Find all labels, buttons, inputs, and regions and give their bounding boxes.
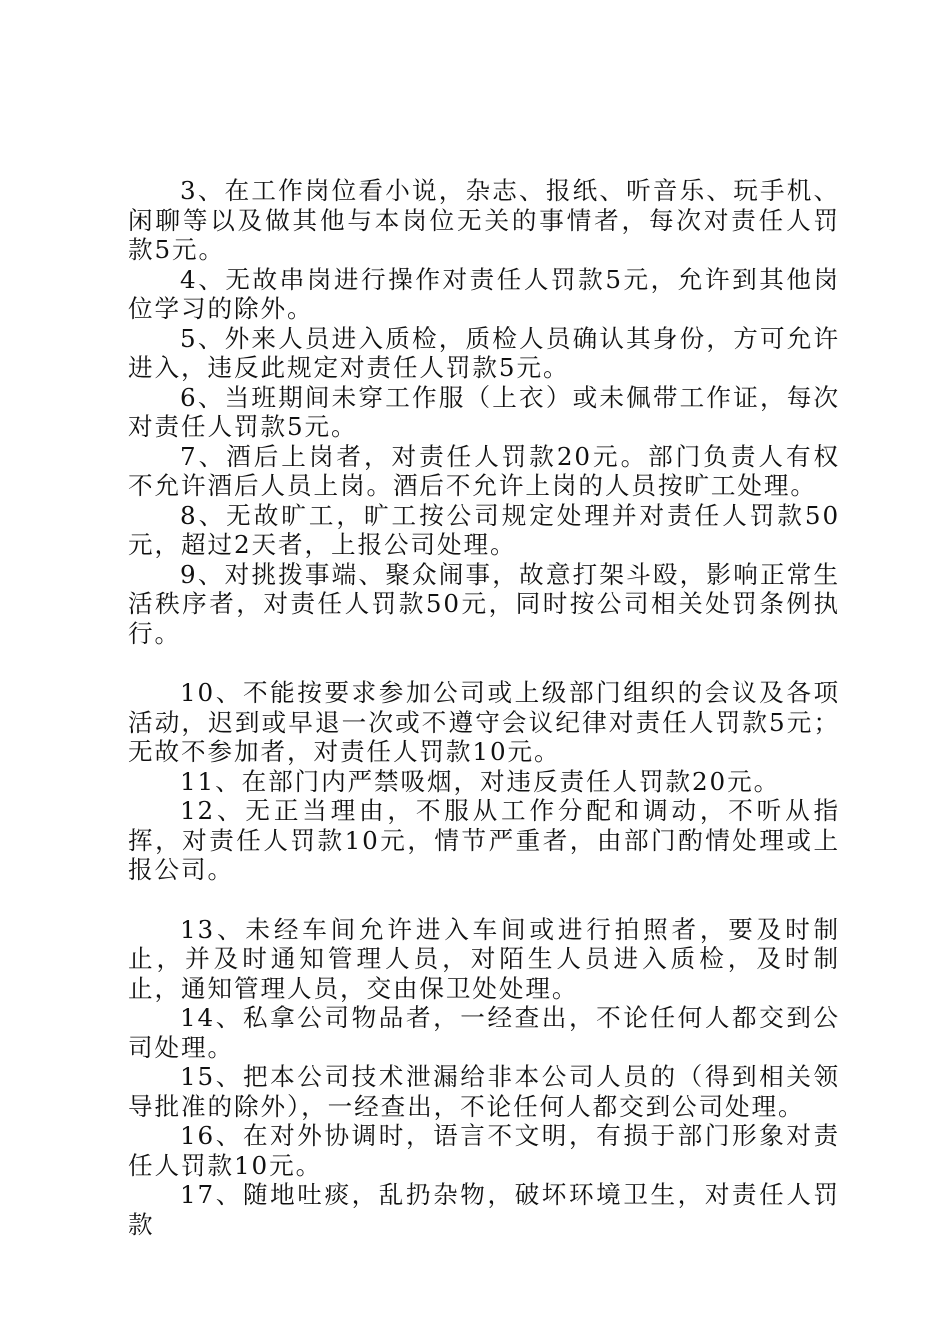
paragraph-rule-7: 7、酒后上岗者，对责任人罚款20元。部门负责人有权不允许酒后人员上岗。酒后不允许上岗的人员按旷工处理。 [128, 441, 840, 500]
paragraph-rule-4: 4、无故串岗进行操作对责任人罚款5元，允许到其他岗位学习的除外。 [128, 264, 840, 323]
paragraph-rule-17: 17、随地吐痰，乱扔杂物，破坏环境卫生，对责任人罚款 [128, 1180, 840, 1239]
paragraph-rule-14: 14、私拿公司物品者，一经查出，不论任何人都交到公司处理。 [128, 1003, 840, 1062]
paragraph-rule-16: 16、在对外协调时，语言不文明，有损于部门形象对责任人罚款10元。 [128, 1121, 840, 1180]
document-body [128, 176, 840, 1239]
paragraph-rule-3: 3、在工作岗位看小说，杂志、报纸、听音乐、玩手机、闲聊等以及做其他与本岗位无关的事情者，每次对责任人罚款5元。 [128, 176, 840, 264]
paragraph-rule-15: 15、把本公司技术泄漏给非本公司人员的（得到相关领导批准的除外），一经查出，不论任何人都交到公司处理。 [128, 1062, 840, 1121]
paragraph-rule-6: 6、当班期间未穿工作服（上衣）或未佩带工作证，每次对责任人罚款5元。 [128, 382, 840, 441]
paragraph-rule-10: 10、不能按要求参加公司或上级部门组织的会议及各项活动，迟到或早退一次或不遵守会议纪律对责任人罚款5元；无故不参加者，对责任人罚款10元。 [128, 678, 840, 766]
paragraph-rule-5: 5、外来人员进入质检，质检人员确认其身份，方可允许进入，违反此规定对责任人罚款5元。 [128, 323, 840, 382]
paragraph-rule-9: 9、对挑拨事端、聚众闹事，故意打架斗殴，影响正常生活秩序者，对责任人罚款50元，同时按公司相关处罚条例执行。 [128, 559, 840, 648]
paragraph-rule-13: 13、未经车间允许进入车间或进行拍照者，要及时制止，并及时通知管理人员，对陌生人员进入质检，及时制止，通知管理人员，交由保卫处处理。 [128, 914, 840, 1003]
paragraph-rule-8: 8、无故旷工，旷工按公司规定处理并对责任人罚款50元，超过2天者，上报公司处理。 [128, 500, 840, 559]
paragraph-rule-12: 12、无正当理由，不服从工作分配和调动，不听从指挥，对责任人罚款10元，情节严重者，由部门酌情处理或上报公司。 [128, 796, 840, 884]
paragraph-rule-11: 11、在部门内严禁吸烟，对违反责任人罚款20元。 [180, 766, 781, 796]
